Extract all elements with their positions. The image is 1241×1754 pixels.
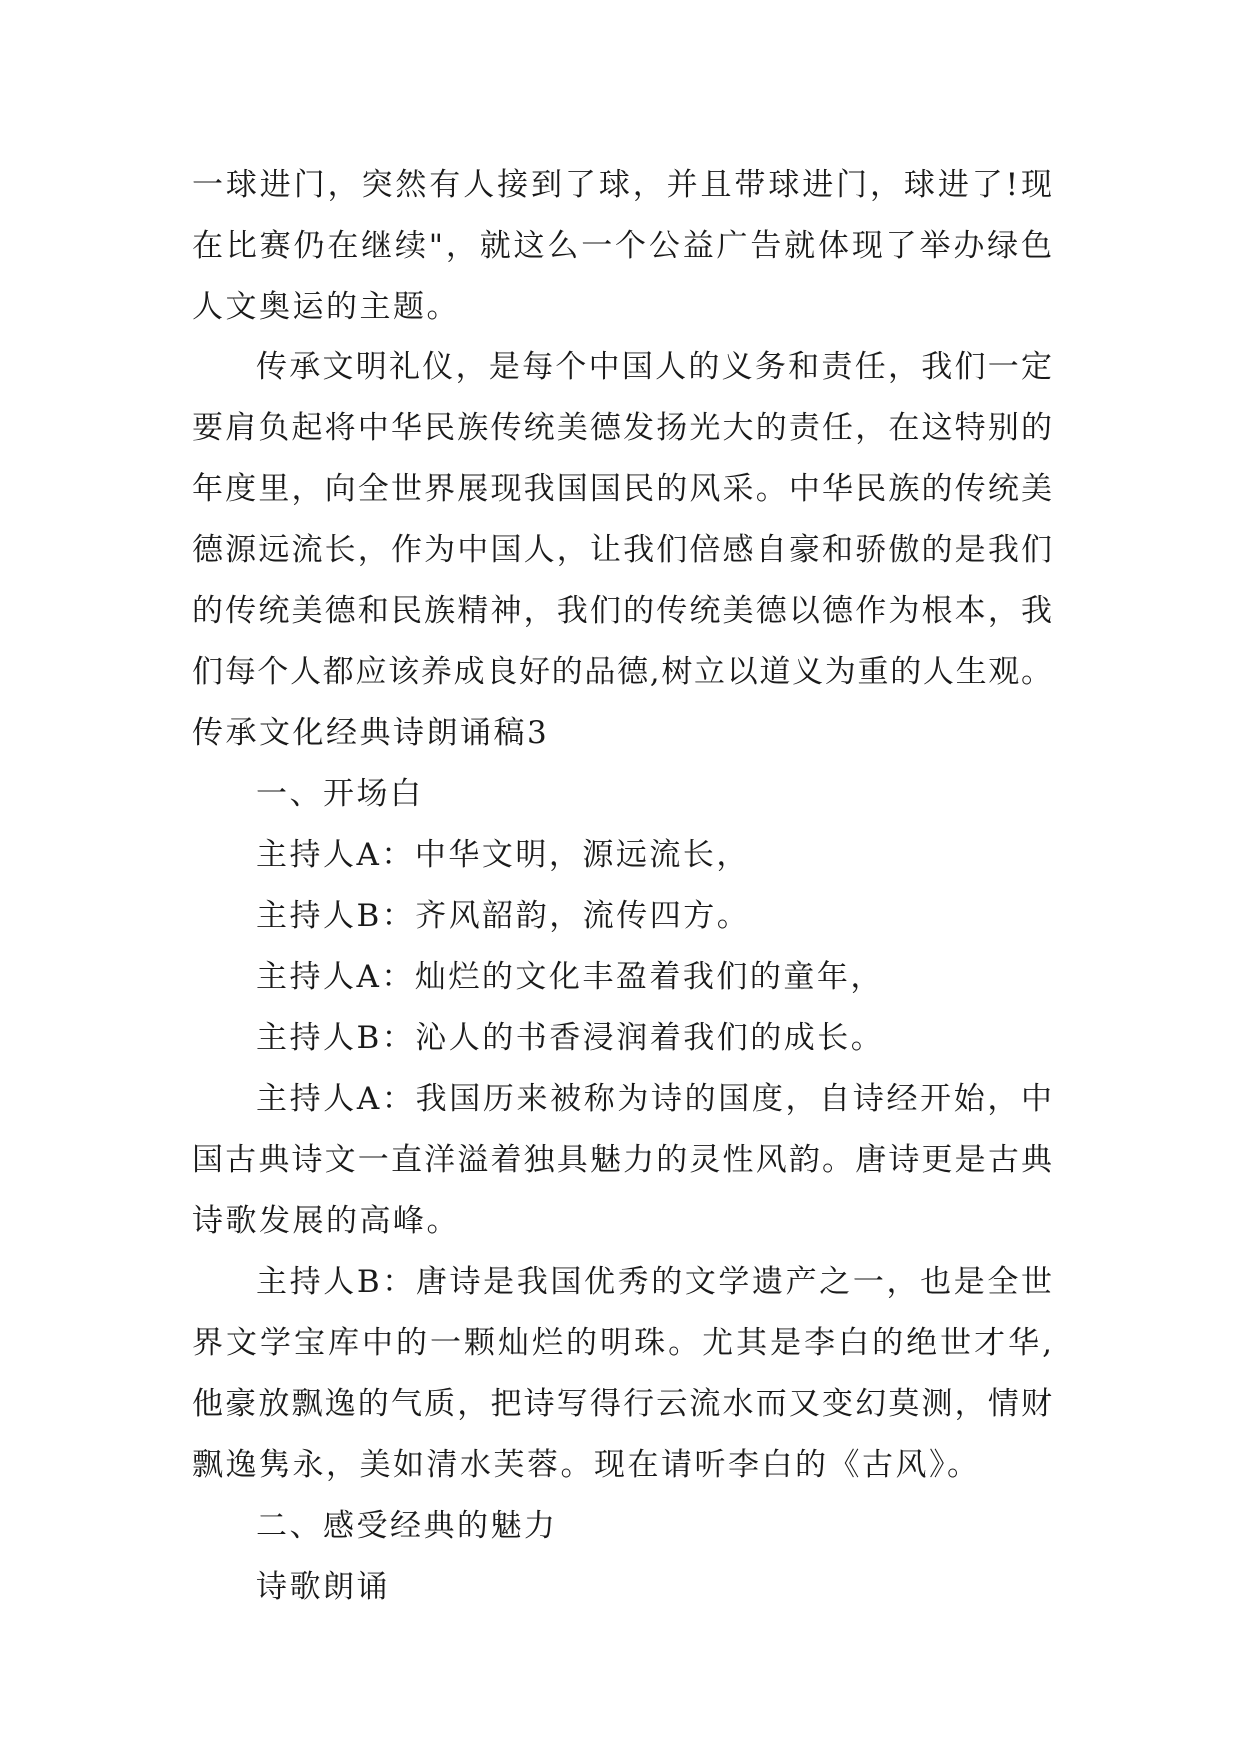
- section-title: 传承文化经典诗朗诵稿3: [192, 715, 550, 751]
- text-line: 诗歌发展的高峰。: [192, 1203, 460, 1239]
- dialogue-line: 主持人A：我国历来被称为诗的国度，自诗经开始，中: [256, 1081, 1052, 1117]
- text-line: 要肩负起将中华民族传统美德发扬光大的责任，在这特别的: [192, 410, 1052, 446]
- dialogue-line: 主持人B：沁人的书香浸润着我们的成长。: [256, 1020, 885, 1056]
- text-line: 在比赛仍在继续"，就这么一个公益广告就体现了举办绿色: [192, 228, 1052, 264]
- text-line: 飘逸隽永，美如清水芙蓉。现在请听李白的《古风》。: [192, 1447, 981, 1483]
- text-line: 德源远流长，作为中国人，让我们倍感自豪和骄傲的是我们: [192, 532, 1052, 568]
- dialogue-line: 主持人A：中华文明，源远流长，: [256, 837, 750, 873]
- section-heading: 一、开场白: [256, 776, 424, 812]
- text-line: 人文奥运的主题。: [192, 289, 460, 325]
- section-heading: 二、感受经典的魅力: [256, 1508, 558, 1544]
- subsection-heading: 诗歌朗诵: [256, 1569, 390, 1605]
- text-line: 国古典诗文一直洋溢着独具魅力的灵性风韵。唐诗更是古典: [192, 1142, 1052, 1178]
- dialogue-line: 主持人B：齐风韶韵，流传四方。: [256, 898, 751, 934]
- text-line: 的传统美德和民族精神，我们的传统美德以德作为根本，我: [192, 593, 1052, 629]
- paragraph-first-line: 传承文明礼仪，是每个中国人的义务和责任，我们一定: [256, 349, 1052, 385]
- text-line: 界文学宝库中的一颗灿烂的明珠。尤其是李白的绝世才华,: [192, 1325, 1052, 1361]
- text-line: 们每个人都应该养成良好的品德,树立以道义为重的人生观。: [192, 654, 1052, 690]
- dialogue-line: 主持人B：唐诗是我国优秀的文学遗产之一，也是全世: [256, 1264, 1052, 1300]
- text-line: 年度里，向全世界展现我国国民的风采。中华民族的传统美: [192, 471, 1052, 507]
- text-line: 他豪放飘逸的气质，把诗写得行云流水而又变幻莫测，情财: [192, 1386, 1052, 1422]
- dialogue-line: 主持人A：灿烂的文化丰盈着我们的童年，: [256, 959, 884, 995]
- text-line: 一球进门，突然有人接到了球，并且带球进门，球进了!现: [192, 167, 1052, 203]
